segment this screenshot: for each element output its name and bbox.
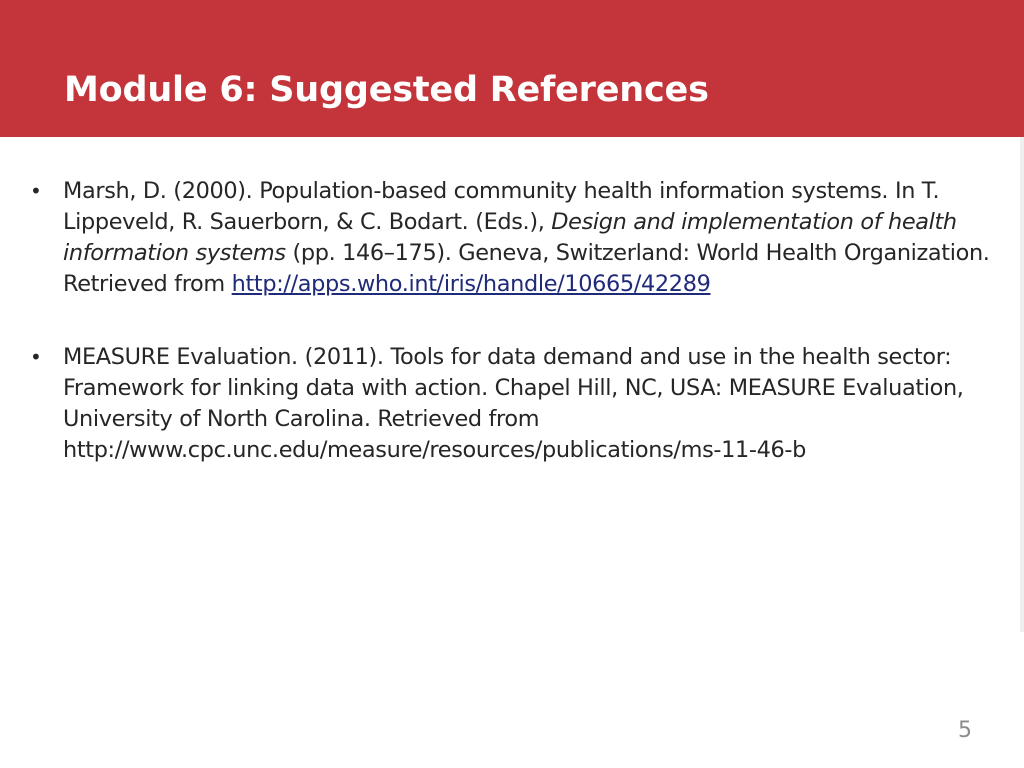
bullet-icon: •: [30, 179, 42, 203]
reference-text: MEASURE Evaluation. (2011). Tools for data demand and use in the health sector: Framework for linking data with action. Chapel Hill, NC, USA: MEASURE Evaluation, University of North Carolina. Retrieved from http://www.cpc.unc.edu/measure/resources/publications/ms-11-46-b: [63, 344, 964, 463]
reference-text-continued: (pp. 146–175). Geneva, Switzerland: World Health Organization. Retrieved from: [63, 240, 990, 297]
reference-item-marsh: [0, 176, 1024, 300]
title-band: [0, 0, 1024, 137]
reference-book-title: Design and implementation of health information systems: [63, 209, 957, 266]
reference-text: Marsh, D. (2000). Population-based community health information systems. In T. Lippeveld, R. Sauerborn, & C. Bodart. (Eds.),: [63, 178, 940, 235]
bullet-icon: •: [30, 345, 42, 369]
reference-list: [0, 176, 1024, 466]
page-number: 5: [958, 718, 972, 743]
reference-link[interactable]: http://apps.who.int/iris/handle/10665/42289: [231, 271, 711, 297]
slide-title: Module 6: Suggested References: [64, 70, 709, 110]
reference-item-measure: [0, 342, 1024, 466]
